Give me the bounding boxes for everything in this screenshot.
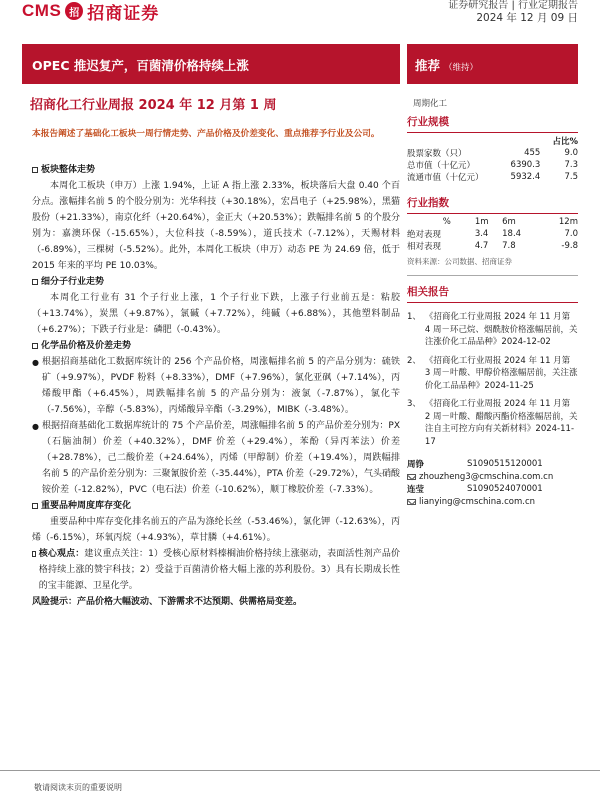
report-summary: 本报告阐述了基础化工板块一周行情走势、产品价格及价差变化、重点推荐予行业及公司。 <box>32 129 380 139</box>
industry-category: 周期化工 <box>413 99 448 109</box>
company-logo <box>22 0 159 22</box>
table-header: 占比% <box>552 137 578 147</box>
industry-index-heading: 行业指数 <box>407 195 578 214</box>
section-heading: 化学品价格及价差走势 <box>32 338 400 354</box>
section-heading: 重要品种周度库存变化 <box>32 498 400 514</box>
section-text: 本周化工板块（申万）上涨 1.94%，上证 A 指上涨 2.33%，板块落后大盘 0.40 个百分点。涨幅排名前 5 的个股分别为：光华科技（+30.18%），宏昌电子（+25.98%），黑猫股份（+21.33%），南京化纤（+20.64%），金正大（+20.53%）；跌幅排名前 5 的个股分别为：嘉澳环保（-15.65%），大位科技（-8.59%），道氏技术（-7.12%），天赐材料（-6.89%），三棵树（-5.52%）。此外，本周化工板块（申万）动态 PE 为 24.69 倍，低于 2015 年来的平均 PE 10.03%。 <box>32 181 400 271</box>
table-row: 相对表现 4.7 7.8 -9.8 <box>407 241 578 252</box>
related-report-item[interactable]: 1、 《招商化工行业周报 2024 年 11 月第 4 周－环己烷、烟酰胺价格涨幅居前，关注涨价化工品品种》2024-12-02 <box>407 312 578 347</box>
sidebar <box>407 114 578 508</box>
table-row: 总市值（十亿元） 6390.3 7.3 <box>407 160 578 171</box>
logo-en: CMS <box>22 1 62 20</box>
industry-scale-heading: 行业规模 <box>407 114 578 133</box>
bullet-paragraph: ● 根据招商基础化工数据库统计的 75 个产品价差，周涨幅排名前 5 的产品价差分别为：PX（石脑油制）价差（+40.32%），DMF 价差（+29.4%），苯酚（异丙苯法）价差（+28.78%），己二酸价差（+24.64%），丙烯（甲醇制）价差（+19.4%），周跌幅排名前 5 的产品价差分别为：三聚氰胺价差（-35.44%），PTA 价差（-29.72%），气头硝酸铵价差（-12.82%），PVC（电石法）价差（-10.62%），顺丁橡胶价差（-7.33%）。 <box>32 418 400 498</box>
report-type: 证券研究报告 | 行业定期报告 <box>448 0 578 11</box>
analyst-row: 周铮 S1090515120001 <box>407 459 543 471</box>
risk-warning: 风险提示：产品价格大幅波动、下游需求不达预期、供需格局变差。 <box>32 597 303 607</box>
rating-banner <box>407 44 578 84</box>
mail-icon <box>407 474 416 480</box>
table-row: 流通市值（十亿元） 5932.4 7.5 <box>407 172 578 183</box>
industry-index-table <box>407 216 578 252</box>
related-report-item[interactable]: 2、 《招商化工行业周报 2024 年 11 月第 3 周－叶酸、甲醇价格涨幅居前，关注涨价化工品品种》2024-11-25 <box>407 355 578 391</box>
headline-banner: OPEC 推迟复产，百菌清价格持续上涨 <box>22 44 400 84</box>
footer-divider <box>0 770 600 771</box>
analyst-email-row[interactable]: zhouzheng3@cmschina.com.cn <box>407 471 578 484</box>
table-row: 绝对表现 3.4 18.4 7.0 <box>407 229 578 240</box>
section-heading: 板块整体走势 <box>32 162 400 178</box>
checkbox-bullet-icon <box>32 343 38 349</box>
related-reports-heading: 相关报告 <box>407 284 578 303</box>
report-date: 2024 年 12 月 09 日 <box>476 12 578 24</box>
dot-bullet-icon: ● <box>32 358 39 367</box>
report-title: 招商化工行业周报 2024 年 12 月第 1 周 <box>30 98 277 113</box>
rating-sub: （维持） <box>444 63 479 73</box>
footer-note: 敬请阅读末页的重要说明 <box>34 783 122 792</box>
report-body <box>32 162 400 610</box>
analyst-list <box>407 458 578 508</box>
analyst-row: 连莹 S1090524070001 <box>407 484 543 496</box>
rating: 推荐 <box>415 58 441 73</box>
mail-icon <box>407 499 416 505</box>
header <box>0 0 600 38</box>
core-view: 核心观点：建议重点关注：1）受核心原材料榛榈油价格持续上涨驱动，表面活性剂产品价格持续上涨的赞宇科技；2）受益于百菌清价格大幅上涨的苏利股份。3）具有长期成长性的宝丰能源、卫星化学。 <box>32 546 400 594</box>
dot-bullet-icon: ● <box>32 422 39 431</box>
logo-cn: 招商证券 <box>87 3 160 24</box>
checkbox-bullet-icon <box>32 167 38 173</box>
checkbox-bullet-icon <box>32 279 38 285</box>
table-header-row: % 1m 6m 12m <box>442 217 578 227</box>
analyst-email-row[interactable]: lianying@cmschina.com.cn <box>407 496 578 509</box>
bullet-paragraph: ● 根据招商基础化工数据库统计的 256 个产品价格，周涨幅排名前 5 的产品分别为：硫铁矿（+9.97%），PVDF 粉料（+8.33%），DMF（+7.96%），氯化亚砜（+7.14%），丙烯酸甲酯（+6.45%），周跌幅排名前 5 的产品分别为：液氯（-7.87%），氯化苄（-7.56%），辛醇（-5.83%），丙烯酸异辛酯（-3.29%），MIBK（-3.48%）。 <box>32 354 400 418</box>
section-heading: 细分子行业走势 <box>32 274 400 290</box>
table-row: 股票家数（只） 455 9.0 <box>407 148 578 159</box>
logo-badge-icon: 招 <box>65 2 83 20</box>
related-report-item[interactable]: 3、 《招商化工行业周报 2024 年 11 月第 2 周－叶酸、醋酸丙酯价格涨幅居前，关注自主可控方向有关新材料》2024-11-17 <box>407 399 578 447</box>
industry-scale-table <box>407 135 578 183</box>
section-text: 重要品种中库存变化排名前五的产品为涤纶长丝（-53.46%），氯化钾（-12.63%），丙烯（-6.15%），环氧丙烷（+4.93%），草甘膦（+4.61%）。 <box>32 517 400 543</box>
data-source: 资料来源：公司数据、招商证券 <box>407 256 578 276</box>
section-text: 本周化工行业有 31 个子行业上涨，1 个子行业下跌，上涨子行业前五是：粘胶（+13.74%），炭黑（+9.87%），氯碱（+7.72%），纯碱（+6.88%），其他塑料制品（+6.27%）；下跌子行业是：磷肥（-0.43%）。 <box>32 293 400 335</box>
checkbox-bullet-icon <box>32 503 38 509</box>
checkbox-bullet-icon <box>32 551 36 557</box>
